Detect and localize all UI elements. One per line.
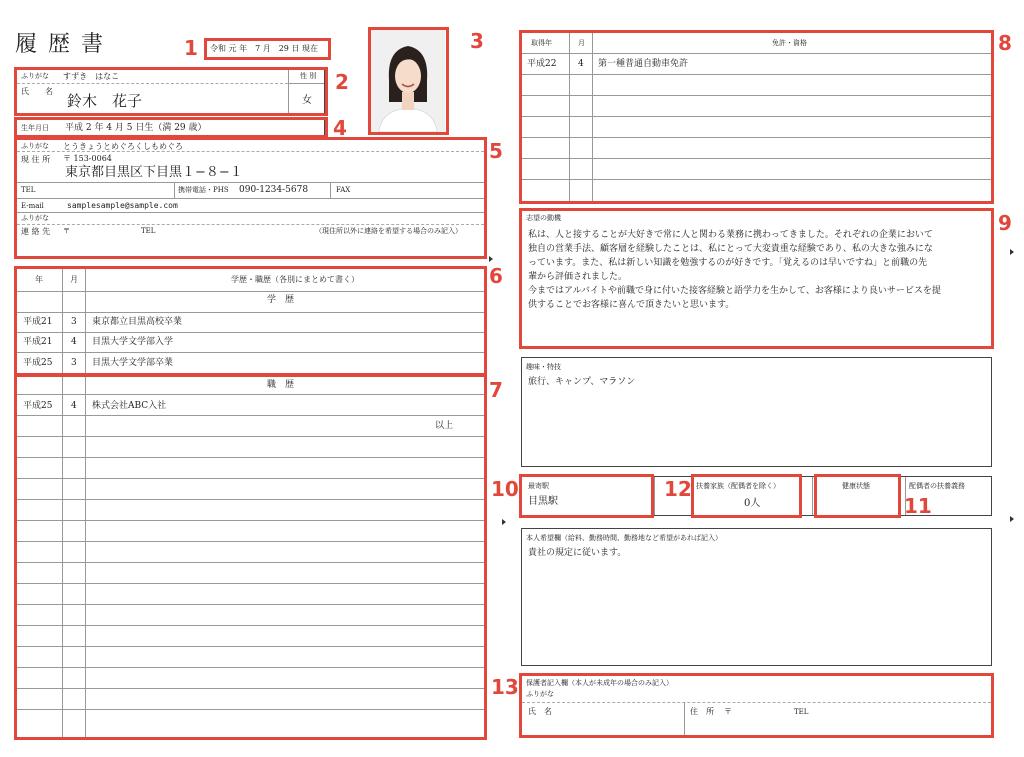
education-year[interactable]: 平成21	[23, 337, 53, 347]
motivation-line[interactable]: っています。また、私は新しい知識を勉強するのが好きです。「覚えるのは早いですね」と前職の先	[528, 258, 928, 268]
month-header: 月	[70, 275, 78, 284]
license-month[interactable]: 4	[578, 59, 584, 69]
contact-furigana-label: ふりがな	[21, 214, 49, 222]
license-year-header: 取得年	[531, 39, 552, 47]
guardian-address-label: 住 所	[690, 707, 714, 716]
address-furigana[interactable]: とうきょうとめぐろくしもめぐろ	[63, 142, 183, 151]
annotation-number: 3	[470, 29, 484, 53]
license-year[interactable]: 平成22	[527, 59, 557, 69]
motivation-line[interactable]: 今まではアルバイトや前職で身に付いた接客経験と語学力を生かして、お客様により良いサービスを提	[528, 286, 941, 296]
email-value[interactable]: samplesample@sample.com	[67, 201, 178, 210]
annotation-box-5	[14, 137, 487, 259]
dependents-value[interactable]: 0人	[744, 498, 761, 509]
education-year[interactable]: 平成25	[23, 358, 53, 368]
annotation-box-13	[519, 673, 994, 738]
education-text[interactable]: 目黒大学文学部入学	[92, 337, 174, 347]
annotation-number: 2	[335, 70, 349, 94]
annotation-number: 12	[664, 477, 692, 501]
page-marker-icon	[489, 256, 493, 262]
address-value[interactable]: 東京都目黒区下目黒１−８−１	[65, 165, 243, 180]
spouse-label: 配偶者の扶養義務	[909, 482, 965, 490]
hobbies-value[interactable]: 旅行、キャンプ、マラソン	[528, 377, 636, 387]
annotation-box-3	[368, 27, 449, 135]
request-value[interactable]: 貴社の規定に従います。	[528, 548, 627, 558]
page-marker-icon	[1010, 249, 1014, 255]
dependents-label: 扶養家族（配偶者を除く）	[696, 482, 780, 490]
contact-tel[interactable]: TEL	[141, 227, 156, 235]
document-date: 令和 元 年 7 月 29 日 現在	[210, 44, 318, 53]
education-month[interactable]: 3	[71, 317, 77, 327]
contact-note: （現住所以外に連絡を希望する場合のみ記入）	[315, 227, 462, 235]
guardian-name-label: 氏 名	[528, 707, 552, 716]
license-content-header: 免許・資格	[772, 39, 807, 47]
page-marker-icon	[502, 519, 506, 525]
history-end: 以上	[435, 421, 454, 431]
motivation-line[interactable]: 独自の営業手法、顧客層を経験したことは、私にとって大変貴重な経験であり、私の大きな強みにな	[528, 244, 933, 254]
work-month[interactable]: 4	[71, 401, 77, 411]
annotation-box-11	[814, 474, 901, 518]
contact-label: 連 絡 先	[21, 227, 51, 236]
guardian-furigana-label: ふりがな	[526, 690, 554, 698]
page-title: 履 歴 書	[15, 32, 105, 57]
health-label: 健康状態	[842, 482, 870, 490]
tel-label: TEL	[21, 186, 36, 194]
annotation-number: 5	[489, 139, 503, 163]
year-header: 年	[35, 275, 43, 284]
education-text[interactable]: 東京都立目黒高校卒業	[92, 317, 183, 327]
gender-label: 性 別	[300, 72, 317, 80]
request-section	[521, 528, 992, 666]
work-text[interactable]: 株式会社ABC入社	[92, 401, 167, 411]
motivation-line[interactable]: 供することでお客様に喜んで頂きたいと思います。	[528, 300, 735, 310]
annotation-box-4	[14, 117, 328, 138]
request-label: 本人希望欄（給料、勤務時間、勤務地など希望があれば記入）	[526, 534, 722, 542]
furigana-label: ふりがな	[21, 72, 49, 80]
work-heading: 職 歴	[267, 380, 295, 390]
annotation-number: 8	[998, 31, 1012, 55]
annotation-box-6	[14, 266, 487, 376]
birth-label: 生年月日	[21, 124, 49, 132]
motivation-label: 志望の動機	[526, 214, 561, 222]
license-text[interactable]: 第一種普通自動車免許	[598, 59, 689, 69]
guardian-tel[interactable]: TEL	[794, 708, 809, 716]
annotation-number: 10	[491, 477, 519, 501]
annotation-box-2	[14, 67, 328, 116]
hobbies-label: 趣味・特技	[526, 363, 561, 371]
birth-date[interactable]: 平成 2 年 4 月 5 日生（満 29 歳）	[65, 123, 207, 133]
annotation-box-12	[691, 474, 802, 518]
gender-value[interactable]: 女	[302, 95, 312, 106]
postal-code[interactable]: 〒 153-0064	[63, 154, 112, 163]
motivation-line[interactable]: 私は、人と接することが大好きで常に人と関わる業務に携わってきました。それぞれの企業において	[528, 230, 933, 240]
annotation-box-10	[519, 474, 654, 518]
annotation-number: 1	[184, 36, 198, 60]
license-month-header: 月	[578, 39, 585, 47]
hobbies-section	[521, 357, 992, 467]
name-label: 氏 名	[21, 87, 53, 96]
guardian-postal[interactable]: 〒	[724, 707, 732, 716]
email-label: E-mail	[21, 202, 44, 210]
education-heading: 学 歴	[267, 295, 295, 305]
annotation-number: 4	[333, 116, 347, 140]
motivation-line[interactable]: 輩から評価されました。	[528, 272, 628, 282]
annotation-number: 7	[489, 378, 503, 402]
education-month[interactable]: 3	[71, 358, 77, 368]
mobile-number[interactable]: 090-1234-5678	[239, 185, 309, 195]
education-year[interactable]: 平成21	[23, 317, 53, 327]
annotation-box-9	[519, 208, 994, 349]
station-value[interactable]: 目黒駅	[528, 496, 558, 507]
name-furigana[interactable]: すずき はなこ	[63, 72, 120, 81]
annotation-number: 9	[998, 211, 1012, 235]
education-text[interactable]: 目黒大学文学部卒業	[92, 358, 174, 368]
work-year[interactable]: 平成25	[23, 401, 53, 411]
fax-label: FAX	[336, 186, 351, 194]
applicant-name[interactable]: 鈴木 花子	[67, 92, 143, 110]
annotation-number: 6	[489, 264, 503, 288]
annotation-box-7	[14, 374, 487, 740]
annotation-number: 13	[491, 675, 519, 699]
contact-postal[interactable]: 〒	[63, 227, 70, 235]
mobile-label: 携帯電話・PHS	[178, 186, 229, 194]
station-label: 最寄駅	[528, 482, 549, 490]
education-month[interactable]: 4	[71, 337, 77, 347]
annotation-number: 11	[904, 494, 932, 518]
address-furigana-label: ふりがな	[21, 142, 49, 150]
annotation-box-1	[204, 38, 331, 60]
history-content-header: 学歴・職歴（各別にまとめて書く）	[231, 275, 359, 284]
page-marker-icon	[1010, 516, 1014, 522]
guardian-label: 保護者記入欄（本人が未成年の場合のみ記入）	[526, 679, 673, 687]
annotation-box-8	[519, 30, 994, 204]
address-label: 現 住 所	[21, 155, 51, 164]
